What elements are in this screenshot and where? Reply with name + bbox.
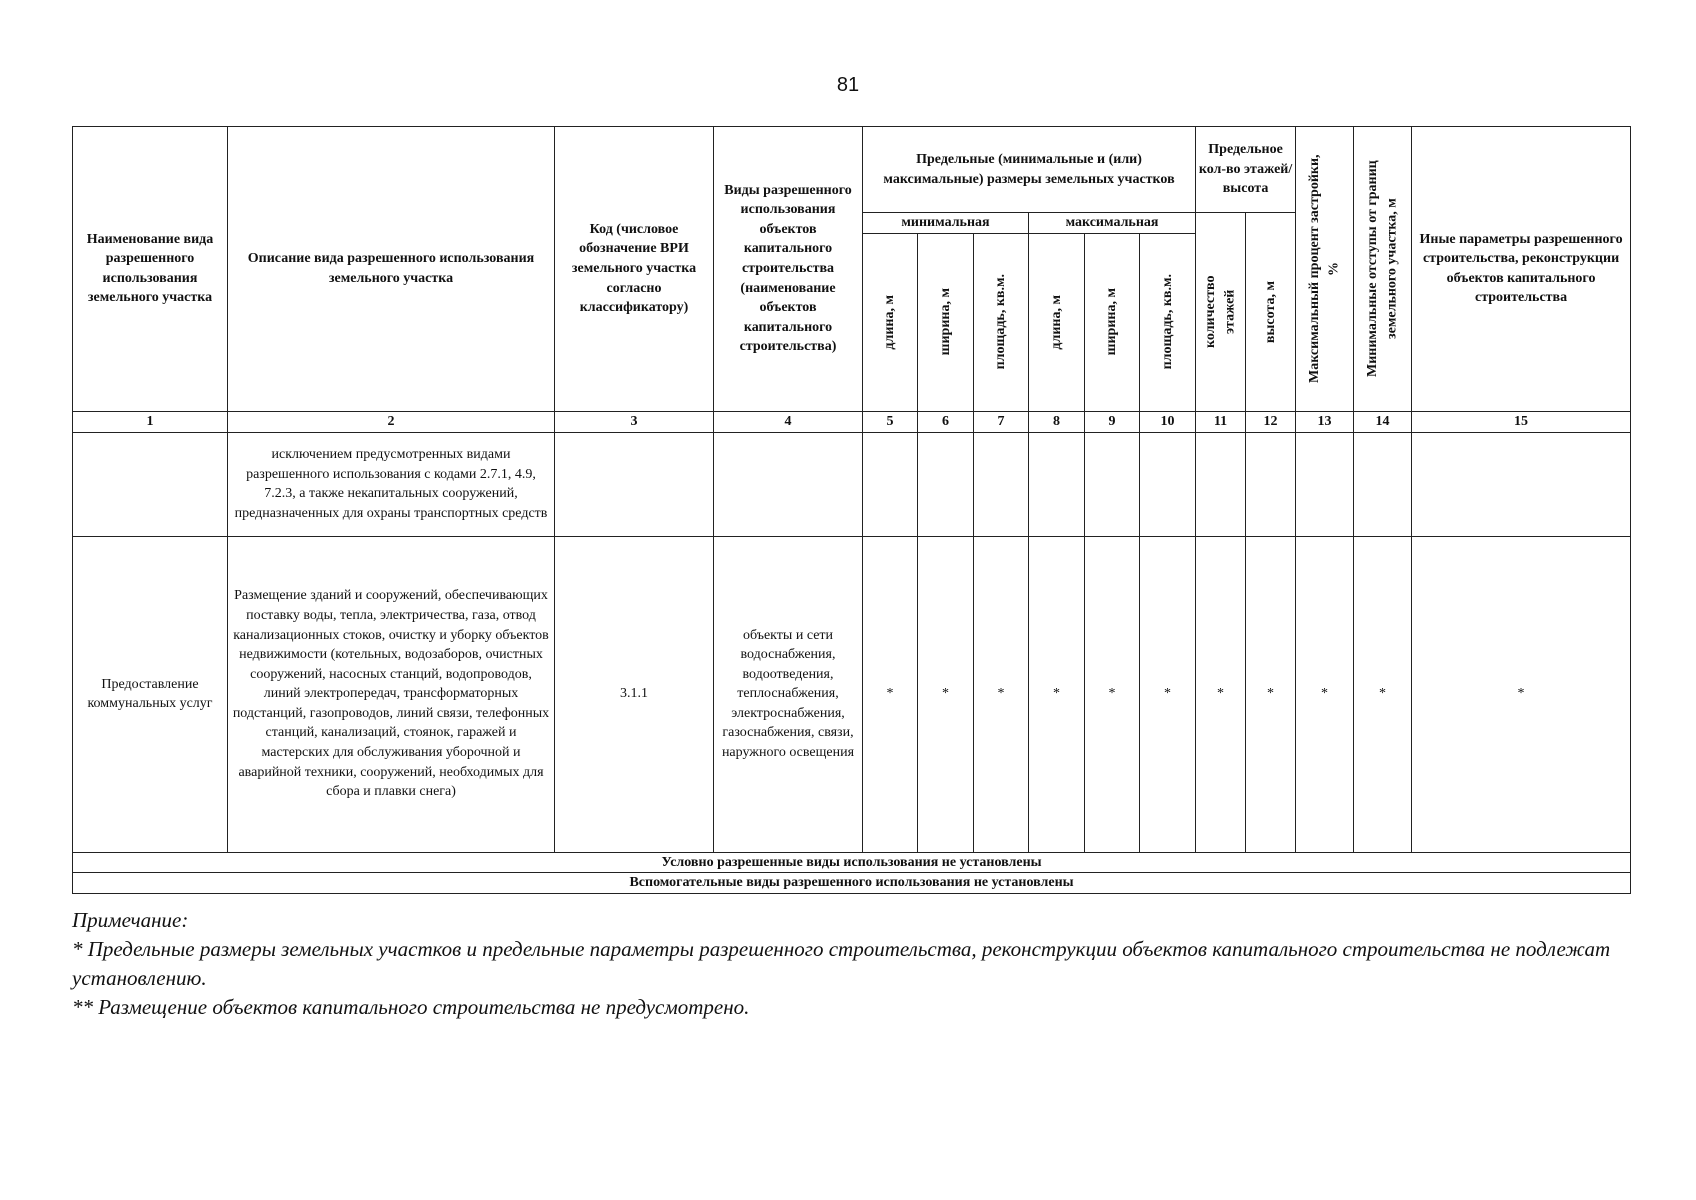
row-objects: объекты и сети водоснабжения, водоотведения, теплоснабжения, электроснабжения, газоснабжения, связи, наружного освещения xyxy=(714,536,863,852)
header-max-width-text: ширина, м xyxy=(1104,288,1120,356)
header-other: Иные параметры разрешенного строительства, реконструкции объектов капитального строительства xyxy=(1412,127,1631,412)
column-number: 12 xyxy=(1246,411,1296,432)
header-min-width-text: ширина, м xyxy=(937,288,953,356)
notes-title: Примечание: xyxy=(72,908,189,932)
column-number: 8 xyxy=(1029,411,1085,432)
column-number: 2 xyxy=(228,411,555,432)
column-number: 7 xyxy=(974,411,1029,432)
column-number: 11 xyxy=(1196,411,1246,432)
header-max-length xyxy=(1029,233,1085,411)
notes xyxy=(72,906,1632,1022)
row-description: исключением предусмотренных видами разрешенного использования с кодами 2.7.1, 4.9, 7.2.3, а также некапитальных сооружений, предназначенных для охраны транспортных средств xyxy=(228,432,555,536)
header-description: Описание вида разрешенного использования земельного участка xyxy=(228,127,555,412)
row-value: * xyxy=(1296,536,1354,852)
note-2: ** Размещение объектов капитального строительства не предусмотрено. xyxy=(72,994,750,1019)
header-max-area xyxy=(1140,233,1196,411)
header-min-area-text: площадь, кв.м. xyxy=(993,274,1009,370)
row-value: * xyxy=(863,536,918,852)
header-max-length-text: длина, м xyxy=(1048,294,1064,350)
row-value: * xyxy=(918,536,974,852)
column-number: 3 xyxy=(555,411,714,432)
row-value xyxy=(1246,432,1296,536)
header-min: минимальная xyxy=(863,213,1029,234)
row-value xyxy=(1412,432,1631,536)
header-min-width xyxy=(918,233,974,411)
note-1: * Предельные размеры земельных участков и предельные параметры разрешенного строительства, реконструкции объектов капитального строительства не подлежат установлению. xyxy=(72,936,1611,990)
header-max-coverage-text: Максимальный процент застройки, % xyxy=(1306,154,1342,384)
column-number: 1 xyxy=(73,411,228,432)
header-max-coverage xyxy=(1296,127,1354,412)
header-max-width xyxy=(1085,233,1140,411)
column-number: 9 xyxy=(1085,411,1140,432)
header-min-length xyxy=(863,233,918,411)
row-value: * xyxy=(1029,536,1085,852)
row-value xyxy=(1296,432,1354,536)
row-name: Предоставление коммунальных услуг xyxy=(73,536,228,852)
zoning-table xyxy=(72,126,1631,894)
row-value xyxy=(1085,432,1140,536)
header-floors-count-text: количество этажей xyxy=(1202,275,1238,349)
row-code: 3.1.1 xyxy=(555,536,714,852)
header-min-length-text: длина, м xyxy=(882,294,898,350)
row-value xyxy=(1354,432,1412,536)
page-number: 81 xyxy=(836,74,860,96)
row-value xyxy=(1196,432,1246,536)
header-row-1 xyxy=(73,127,1631,213)
auxiliary-uses-text: Вспомогательные виды разрешенного использования не установлены xyxy=(73,873,1631,894)
row-value: * xyxy=(1354,536,1412,852)
conditional-uses-row xyxy=(73,852,1631,873)
row-value: * xyxy=(1412,536,1631,852)
row-value: * xyxy=(1196,536,1246,852)
header-max: максимальная xyxy=(1029,213,1196,234)
header-name: Наименование вида разрешенного использования земельного участка xyxy=(73,127,228,412)
header-min-setback-text: Минимальные отступы от границ земельного участка, м xyxy=(1364,160,1400,378)
table-row xyxy=(73,432,1631,536)
column-number: 10 xyxy=(1140,411,1196,432)
table-row xyxy=(73,536,1631,852)
header-floors-count xyxy=(1196,213,1246,412)
row-value: * xyxy=(1246,536,1296,852)
row-value: * xyxy=(974,536,1029,852)
header-floors-group: Предельное кол-во этажей/ высота xyxy=(1196,127,1296,213)
row-description: Размещение зданий и сооружений, обеспечивающих поставку воды, тепла, электричества, газа, отвод канализационных стоков, очистку и уборку объектов недвижимости (котельных, водозаборов, очистных сооружений, насосных станций, водопроводов, линий электропередач, трансформаторных подстанций, газопроводов, линий связи, телефонных станций, канализаций, стоянок, гаражей и мастерских для обслуживания уборочной и аварийной техники, сооружений, необходимых для сбора и плавки снега) xyxy=(228,536,555,852)
header-max-area-text: площадь, кв.м. xyxy=(1159,274,1175,370)
header-code: Код (числовое обозначение ВРИ земельного участка согласно классификатору) xyxy=(555,127,714,412)
column-number: 14 xyxy=(1354,411,1412,432)
row-value xyxy=(918,432,974,536)
header-height-text: высота, м xyxy=(1262,280,1278,343)
column-number: 4 xyxy=(714,411,863,432)
header-limit-sizes: Предельные (минимальные и (или) максимальные) размеры земельных участков xyxy=(863,127,1196,213)
header-objects: Виды разрешенного использования объектов капитального строительства (наименование объектов капитального строительства) xyxy=(714,127,863,412)
column-number-row xyxy=(73,411,1631,432)
row-code xyxy=(555,432,714,536)
row-value xyxy=(974,432,1029,536)
row-objects xyxy=(714,432,863,536)
header-min-setback xyxy=(1354,127,1412,412)
header-height xyxy=(1246,213,1296,412)
row-value xyxy=(863,432,918,536)
column-number: 15 xyxy=(1412,411,1631,432)
column-number: 6 xyxy=(918,411,974,432)
row-name xyxy=(73,432,228,536)
row-value xyxy=(1140,432,1196,536)
row-value xyxy=(1029,432,1085,536)
column-number: 13 xyxy=(1296,411,1354,432)
auxiliary-uses-row xyxy=(73,873,1631,894)
header-min-area xyxy=(974,233,1029,411)
row-value: * xyxy=(1085,536,1140,852)
column-number: 5 xyxy=(863,411,918,432)
conditional-uses-text: Условно разрешенные виды использования не установлены xyxy=(73,852,1631,873)
row-value: * xyxy=(1140,536,1196,852)
